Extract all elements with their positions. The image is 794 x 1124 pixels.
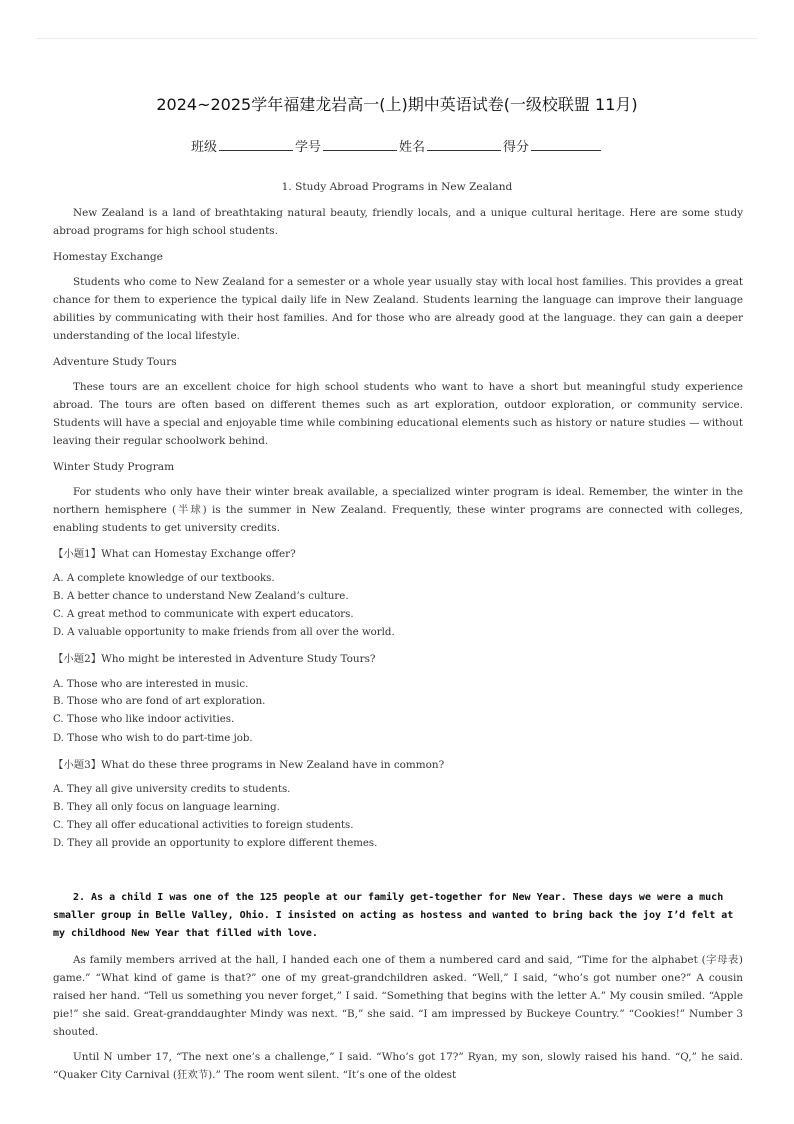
sq1-option-a[interactable]: A. A complete knowledge of our textbooks. <box>53 573 275 584</box>
sq1-option-d[interactable]: D. A valuable opportunity to make friends from all over the world. <box>53 627 395 638</box>
section-heading-winter: Winter Study Program <box>53 461 175 473</box>
student-info-line <box>0 136 794 155</box>
sq2-option-c[interactable]: C. Those who like indoor activities. <box>53 714 235 725</box>
subquestion-2-stem: 【小题2】Who might be interested in Adventure Study Tours? <box>53 653 376 665</box>
class-blank[interactable] <box>219 138 293 151</box>
sq1-option-b[interactable]: B. A better chance to understand New Zealand’s culture. <box>53 591 349 602</box>
subquestion-1-stem: 【小题1】What can Homestay Exchange offer? <box>53 548 296 560</box>
section-text-homestay: Students who come to New Zealand for a semester or a whole year usually stay with local host families. This provides a great chance for them to experience the typical daily life in New Zealand. Students learning the language can improve their language abilities by communicating with their host families. And for those who are already good at the language. they can gain a deeper understanding of the local lifestyle. <box>53 276 743 342</box>
sq3-option-a[interactable]: A. They all give university credits to students. <box>53 784 291 795</box>
question-1-title: 1. Study Abroad Programs in New Zealand <box>281 181 513 193</box>
sq2-option-a[interactable]: A. Those who are interested in music. <box>53 679 249 690</box>
sq2-option-b[interactable]: B. Those who are fond of art exploration. <box>53 696 266 707</box>
q2-paragraph-2: Until N umber 17, “The next one’s a challenge,” I said. “Who’s got 17?” Ryan, my son, slowly raised his hand. “Q,” he said. “Quaker City Carnival (狂欢节).” The room went silent. “It’s one of the oldest <box>53 1051 743 1081</box>
question-2-intro: 2. As a child I was one of the 125 people at our family get-together for New Year. These days we were a much smaller group in Belle Valley, Ohio. I insisted on acting as hostess and wanted to bring back the joy I’d felt at my childhood New Year that filled with love. <box>53 892 734 939</box>
page-title: 2024~2025学年福建龙岩高一(上)期中英语试卷(一级校联盟 11月) <box>156 95 638 114</box>
student-id-blank[interactable] <box>323 138 397 151</box>
student-id-label: 学号 <box>294 140 321 155</box>
q2-paragraph-1: As family members arrived at the hall, I handed each one of them a numbered card and said, “Time for the alphabet (字母表) game.” “What kind of game is that?” one of my great-grandchildren asked. “Well,” I said, “who’s got number one?” A cousin raised her hand. “Tell us something you never forget,” I said. “Something that begins with the letter A.” My cousin smiled. “Apple pie!” she said. Great-granddaughter Mindy was next. “B,” she said. “I am impressed by Buckeye Country.” “Cookies!” Number 3 shouted. <box>53 954 743 1038</box>
subquestion-3-stem: 【小题3】What do these three programs in New Zealand have in common? <box>53 759 445 771</box>
sq3-option-d[interactable]: D. They all provide an opportunity to explore different themes. <box>53 838 378 849</box>
section-heading-adventure: Adventure Study Tours <box>53 356 177 368</box>
sq2-option-d[interactable]: D. Those who wish to do part-time job. <box>53 733 253 744</box>
name-label: 姓名 <box>399 140 426 155</box>
top-divider <box>36 38 758 39</box>
name-blank[interactable] <box>427 138 501 151</box>
sq1-option-c[interactable]: C. A great method to communicate with expert educators. <box>53 609 354 620</box>
section-text-winter: For students who only have their winter break available, a specialized winter program is ideal. Remember, the winter in the northern hemisphere (半球) is the summer in New Zealand. Frequently, these winter programs are connected with colleges, enabling students to get university credits. <box>53 486 743 534</box>
q1-intro-paragraph: New Zealand is a land of breathtaking natural beauty, friendly locals, and a unique cultural heritage. Here are some study abroad programs for high school students. <box>53 207 743 237</box>
class-label: 班级 <box>190 140 217 155</box>
sq3-option-c[interactable]: C. They all offer educational activities to foreign students. <box>53 820 354 831</box>
score-blank[interactable] <box>531 138 601 151</box>
sq3-option-b[interactable]: B. They all only focus on language learning. <box>53 802 280 813</box>
score-label: 得分 <box>503 140 530 155</box>
section-text-adventure: These tours are an excellent choice for high school students who want to have a short but meaningful study experience abroad. The tours are often based on different themes such as art exploration, outdoor exploration, or community service. Students will have a special and enjoyable time while combining educational elements such as history or nature studies — without leaving their regular schoolwork behind. <box>53 381 744 447</box>
section-heading-homestay: Homestay Exchange <box>53 251 163 263</box>
